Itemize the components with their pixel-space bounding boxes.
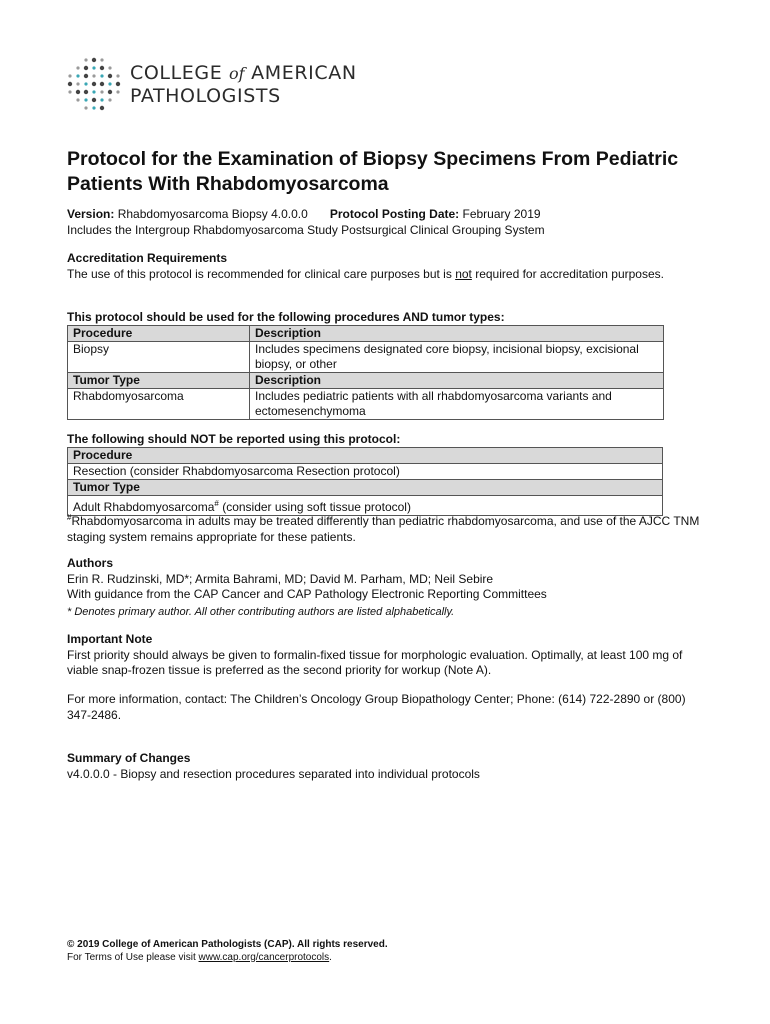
contact-info: For more information, contact: The Children’s Oncology Group Biopathology Center; Phone: (614) 722-2890 or (800) 347-2486. [67, 692, 686, 722]
table-header-cell: Procedure [68, 326, 250, 342]
summary-text: v4.0.0.0 - Biopsy and resection procedures separated into individual protocols [67, 766, 480, 781]
accreditation-section [67, 251, 707, 282]
accreditation-heading: Accreditation Requirements [67, 251, 228, 265]
authors-guidance: With guidance from the CAP Cancer and CAP Pathology Electronic Reporting Committees [67, 587, 547, 601]
includes-line: Includes the Intergroup Rhabdomyosarcoma Study Postsurgical Clinical Grouping System [67, 222, 545, 237]
table-header-cell: Description [250, 373, 664, 389]
important-note-heading: Important Note [67, 632, 153, 646]
table-cell: Includes specimens designated core biopsy, incisional biopsy, excisional biopsy, or other [250, 342, 664, 373]
table-header-row [68, 448, 663, 464]
version-block [67, 207, 707, 238]
summary-section [67, 751, 707, 782]
used-for-table [67, 325, 664, 420]
copyright: © 2019 College of American Pathologists (CAP). All rights reserved. [67, 939, 388, 950]
table-header-row [68, 480, 663, 496]
cap-logo-dots-icon [66, 56, 122, 112]
version-label: Version: [67, 207, 115, 221]
table-header-cell: Tumor Type [68, 480, 663, 496]
cap-logo-text [130, 62, 357, 108]
table-header-cell: Description [250, 326, 664, 342]
not-underlined: not [455, 266, 472, 281]
table-row [68, 389, 664, 420]
used-for-heading: This protocol should be used for the following procedures AND tumor types: [67, 310, 505, 324]
logo-word-college: COLLEGE [130, 62, 229, 84]
table-header-row [68, 326, 664, 342]
cap-logo [66, 56, 366, 112]
not-reported-table [67, 447, 663, 516]
authors-heading: Authors [67, 556, 113, 570]
not-reported-heading: The following should NOT be reported using this protocol: [67, 432, 401, 446]
posting-date-value: February 2019 [462, 207, 541, 221]
table-cell: Includes pediatric patients with all rhabdomyosarcoma variants and ectomesenchymoma [250, 389, 664, 420]
logo-line-1 [130, 62, 357, 85]
terms-of-use: For Terms of Use please visit www.cap.org/cancerprotocols. [67, 951, 332, 963]
not-reported-footnote: #Rhabdomyosarcoma in adults may be treated differently than pediatric rhabdomyosarcoma, and use of the AJCC TNM staging system remains appropriate for these patients. [67, 513, 700, 544]
important-note-text: First priority should always be given to formalin-fixed tissue for morphologic evaluation. Optimally, at least 100 mg of viable snap-frozen tissue is preferred as the second priority for workup (Note A). [67, 647, 683, 677]
table-row [68, 464, 663, 480]
table-header-cell: Procedure [68, 448, 663, 464]
table-header-cell: Tumor Type [68, 373, 250, 389]
logo-word-american: AMERICAN [244, 62, 357, 84]
authors-names: Erin R. Rudzinski, MD*; Armita Bahrami, MD; David M. Parham, MD; Neil Sebire [67, 571, 494, 586]
table-cell: Rhabdomyosarcoma [68, 389, 250, 420]
version-line [67, 207, 707, 223]
table-row [68, 342, 664, 373]
table-cell: Adult Rhabdomyosarcoma# (consider using soft tissue protocol) [68, 496, 663, 516]
version-value: Rhabdomyosarcoma Biopsy 4.0.0.0 [117, 207, 308, 221]
terms-link[interactable]: www.cap.org/cancerprotocols [198, 951, 330, 963]
accreditation-text: The use of this protocol is recommended for clinical care purposes but is not required for accreditation purposes. [67, 266, 664, 281]
summary-heading: Summary of Changes [67, 751, 191, 765]
logo-word-of: of [228, 64, 245, 83]
important-note-section [67, 632, 707, 679]
document-title: Protocol for the Examination of Biopsy Specimens From Pediatric Patients With Rhabdomyosarcoma [67, 148, 679, 195]
table-cell: Biopsy [68, 342, 250, 373]
table-cell: Resection (consider Rhabdomyosarcoma Resection protocol) [68, 464, 663, 480]
footer [67, 939, 388, 964]
authors-section [67, 556, 707, 620]
authors-note: * Denotes primary author. All other contributing authors are listed alphabetically. [67, 605, 455, 618]
posting-date-label: Protocol Posting Date: [329, 207, 460, 221]
logo-line-2: PATHOLOGISTS [130, 85, 281, 107]
table-header-row [68, 373, 664, 389]
